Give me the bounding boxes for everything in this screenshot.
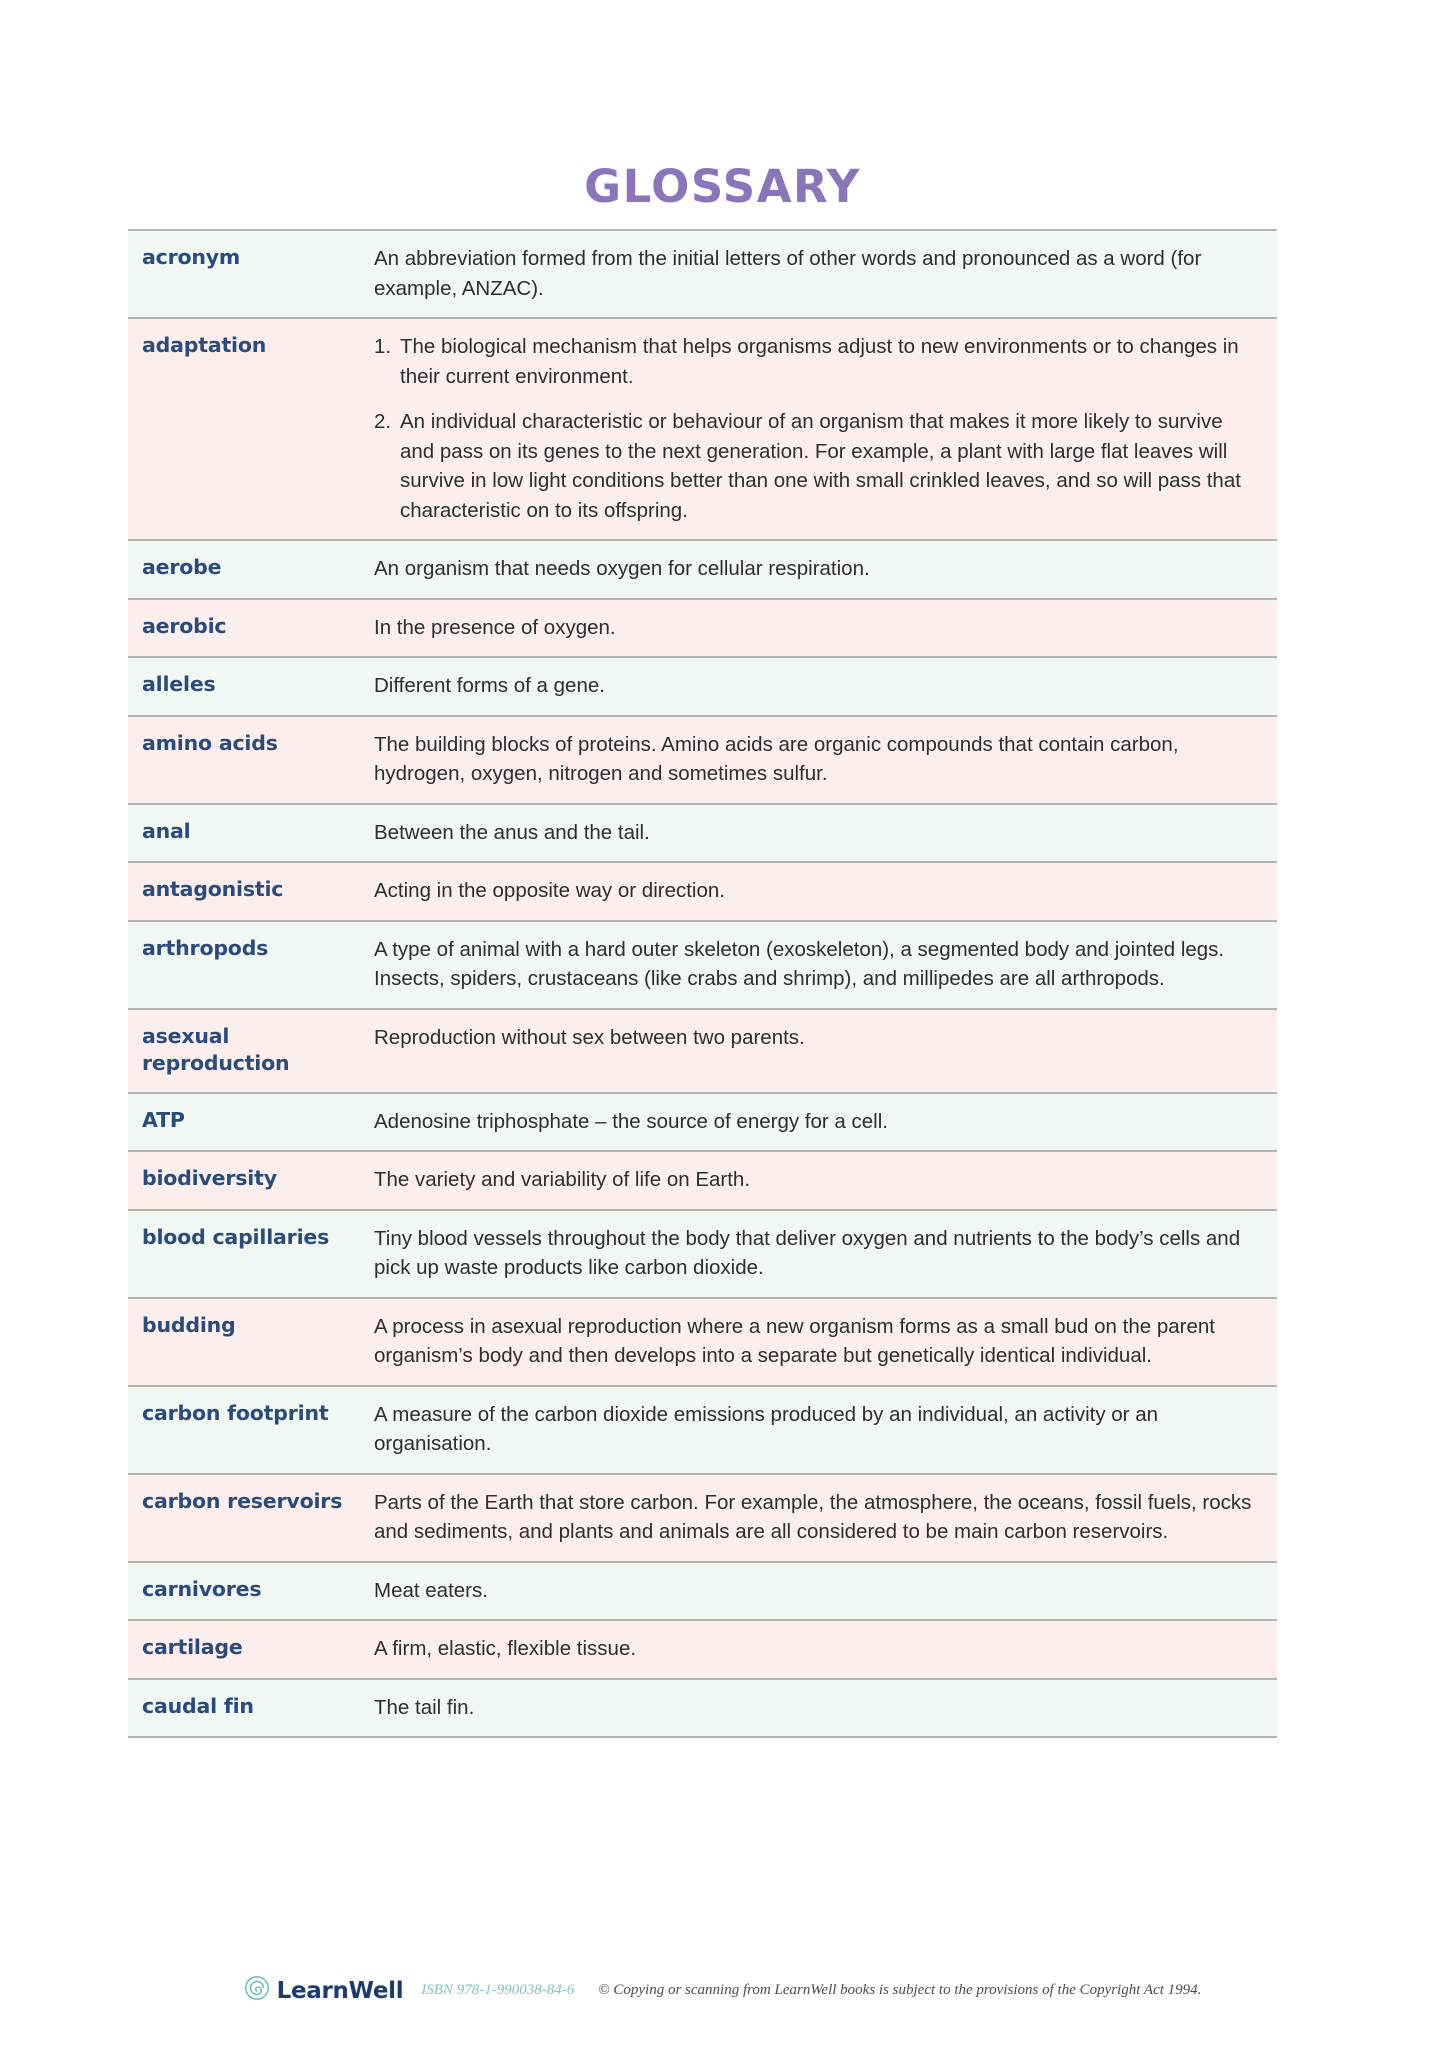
glossary-term: aerobe	[142, 555, 222, 580]
definition-text: Meat eaters.	[374, 1578, 488, 1602]
definition-text: A firm, elastic, flexible tissue.	[374, 1637, 637, 1661]
isbn-text: ISBN 978-1-990038-84-6	[421, 1982, 575, 1998]
glossary-term: adaptation	[142, 333, 267, 358]
glossary-definition	[374, 921, 1277, 1009]
definition-text: Tiny blood vessels throughout the body that deliver oxygen and nutrients to the body’s cells and pick up waste products like carbon dioxide.	[374, 1226, 1241, 1280]
definition-text: The variety and variability of life on Earth.	[374, 1168, 751, 1192]
glossary-row	[128, 599, 1277, 658]
glossary-definition	[374, 657, 1277, 716]
glossary-definition	[374, 716, 1277, 804]
definition-text: Adenosine triphosphate – the source of energy for a cell.	[374, 1109, 888, 1133]
glossary-row	[128, 716, 1277, 804]
glossary-definition	[374, 1151, 1277, 1210]
definition-text: An abbreviation formed from the initial letters of other words and pronounced as a word (for example, ANZAC).	[374, 247, 1202, 300]
glossary-term: alleles	[142, 672, 216, 697]
glossary-row	[128, 921, 1277, 1009]
glossary-term: caudal fin	[142, 1693, 254, 1718]
glossary-row	[128, 318, 1277, 540]
glossary-term: biodiversity	[142, 1166, 277, 1191]
glossary-row	[128, 1009, 1277, 1093]
definition-text: The building blocks of proteins. Amino acids are organic compounds that contain carbon, hydrogen, oxygen, nitrogen and sometimes sulfur.	[374, 732, 1179, 786]
definition-text: An organism that needs oxygen for cellular respiration.	[374, 557, 870, 581]
glossary-row	[128, 1210, 1277, 1298]
glossary-term: carbon footprint	[142, 1400, 329, 1425]
copyright-notice: © Copying or scanning from LearnWell books is subject to the provisions of the Copyright Act 1994.	[598, 1982, 1202, 1998]
definition-text: The tail fin.	[374, 1695, 475, 1719]
glossary-term: blood capillaries	[142, 1224, 330, 1249]
glossary-definition	[374, 1474, 1277, 1562]
glossary-row	[128, 1474, 1277, 1562]
list-item-text: An individual characteristic or behaviour of an organism that makes it more likely to survive and pass on its genes to the next generation. For example, a plant with large flat leaves will survive in low light conditions better than one with small crinkled leaves, and so will pass that characteristic on to its offspring.	[400, 410, 1241, 522]
glossary-row	[128, 1679, 1277, 1738]
definition-text: In the presence of oxygen.	[374, 615, 616, 639]
spiral-icon	[244, 1975, 270, 2006]
page-title: GLOSSARY	[584, 160, 861, 213]
definition-text: Parts of the Earth that store carbon. For example, the atmosphere, the oceans, fossil fuels, rocks and sediments, and plants and animals are all considered to be main carbon reservoirs.	[374, 1490, 1252, 1544]
glossary-definition	[374, 862, 1277, 921]
list-item-number: 1.	[374, 335, 392, 359]
glossary-term: amino acids	[142, 730, 278, 755]
list-item-number: 2.	[374, 410, 392, 434]
glossary-term: budding	[142, 1312, 236, 1337]
glossary-table	[128, 229, 1277, 1738]
glossary-definition	[374, 1210, 1277, 1298]
glossary-term: ATP	[142, 1107, 185, 1132]
glossary-term: arthropods	[142, 935, 269, 960]
definition-text: A process in asexual reproduction where a new organism forms as a small bud on the parent organism’s body and then develops into a separate but genetically identical individual.	[374, 1314, 1215, 1368]
glossary-definition	[374, 1298, 1277, 1386]
definition-text: Different forms of a gene.	[374, 674, 605, 698]
glossary-term: antagonistic	[142, 877, 284, 902]
glossary-term: anal	[142, 818, 191, 843]
glossary-definition	[374, 1009, 1277, 1093]
brand-name: LearnWell	[276, 1977, 404, 2004]
glossary-term: carbon reservoirs	[142, 1488, 343, 1513]
glossary-definition	[374, 1386, 1277, 1474]
glossary-term: cartilage	[142, 1635, 243, 1660]
glossary-row	[128, 1620, 1277, 1679]
glossary-definition	[374, 1562, 1277, 1621]
learnwell-logo	[244, 1975, 404, 2006]
glossary-row	[128, 1151, 1277, 1210]
definition-list-item	[374, 407, 1259, 525]
glossary-row	[128, 1386, 1277, 1474]
definition-text: A measure of the carbon dioxide emissions produced by an individual, an activity or an organisation.	[374, 1402, 1159, 1456]
definition-list	[374, 332, 1259, 525]
glossary-row	[128, 804, 1277, 863]
definition-text: A type of animal with a hard outer skeleton (exoskeleton), a segmented body and jointed legs. Insects, spiders, crustaceans (like crabs and shrimp), and millipedes are all arthropods.	[374, 937, 1225, 991]
glossary-definition	[374, 804, 1277, 863]
glossary-definition	[374, 599, 1277, 658]
glossary-definition	[374, 1093, 1277, 1152]
glossary-row	[128, 657, 1277, 716]
glossary-row	[128, 1562, 1277, 1621]
definition-list-item	[374, 332, 1259, 391]
glossary-term: acronym	[142, 245, 241, 269]
glossary-definition	[374, 1620, 1277, 1679]
list-item-text: The biological mechanism that helps organisms adjust to new environments or to changes in their current environment.	[400, 335, 1239, 388]
glossary-row	[128, 862, 1277, 921]
glossary-term: carnivores	[142, 1576, 262, 1601]
definition-text: Reproduction without sex between two parents.	[374, 1025, 805, 1049]
page-footer	[0, 1975, 1445, 2006]
glossary-definition	[374, 540, 1277, 599]
definition-text: Acting in the opposite way or direction.	[374, 879, 725, 903]
glossary-term: asexual reproduction	[142, 1023, 290, 1076]
glossary-term: aerobic	[142, 613, 227, 638]
glossary-definition	[374, 318, 1277, 540]
definition-text: Between the anus and the tail.	[374, 820, 650, 844]
glossary-definition	[374, 1679, 1277, 1738]
glossary-row	[128, 1298, 1277, 1386]
glossary-row	[128, 230, 1277, 318]
glossary-row	[128, 540, 1277, 599]
glossary-row	[128, 1093, 1277, 1152]
glossary-definition	[374, 230, 1277, 318]
